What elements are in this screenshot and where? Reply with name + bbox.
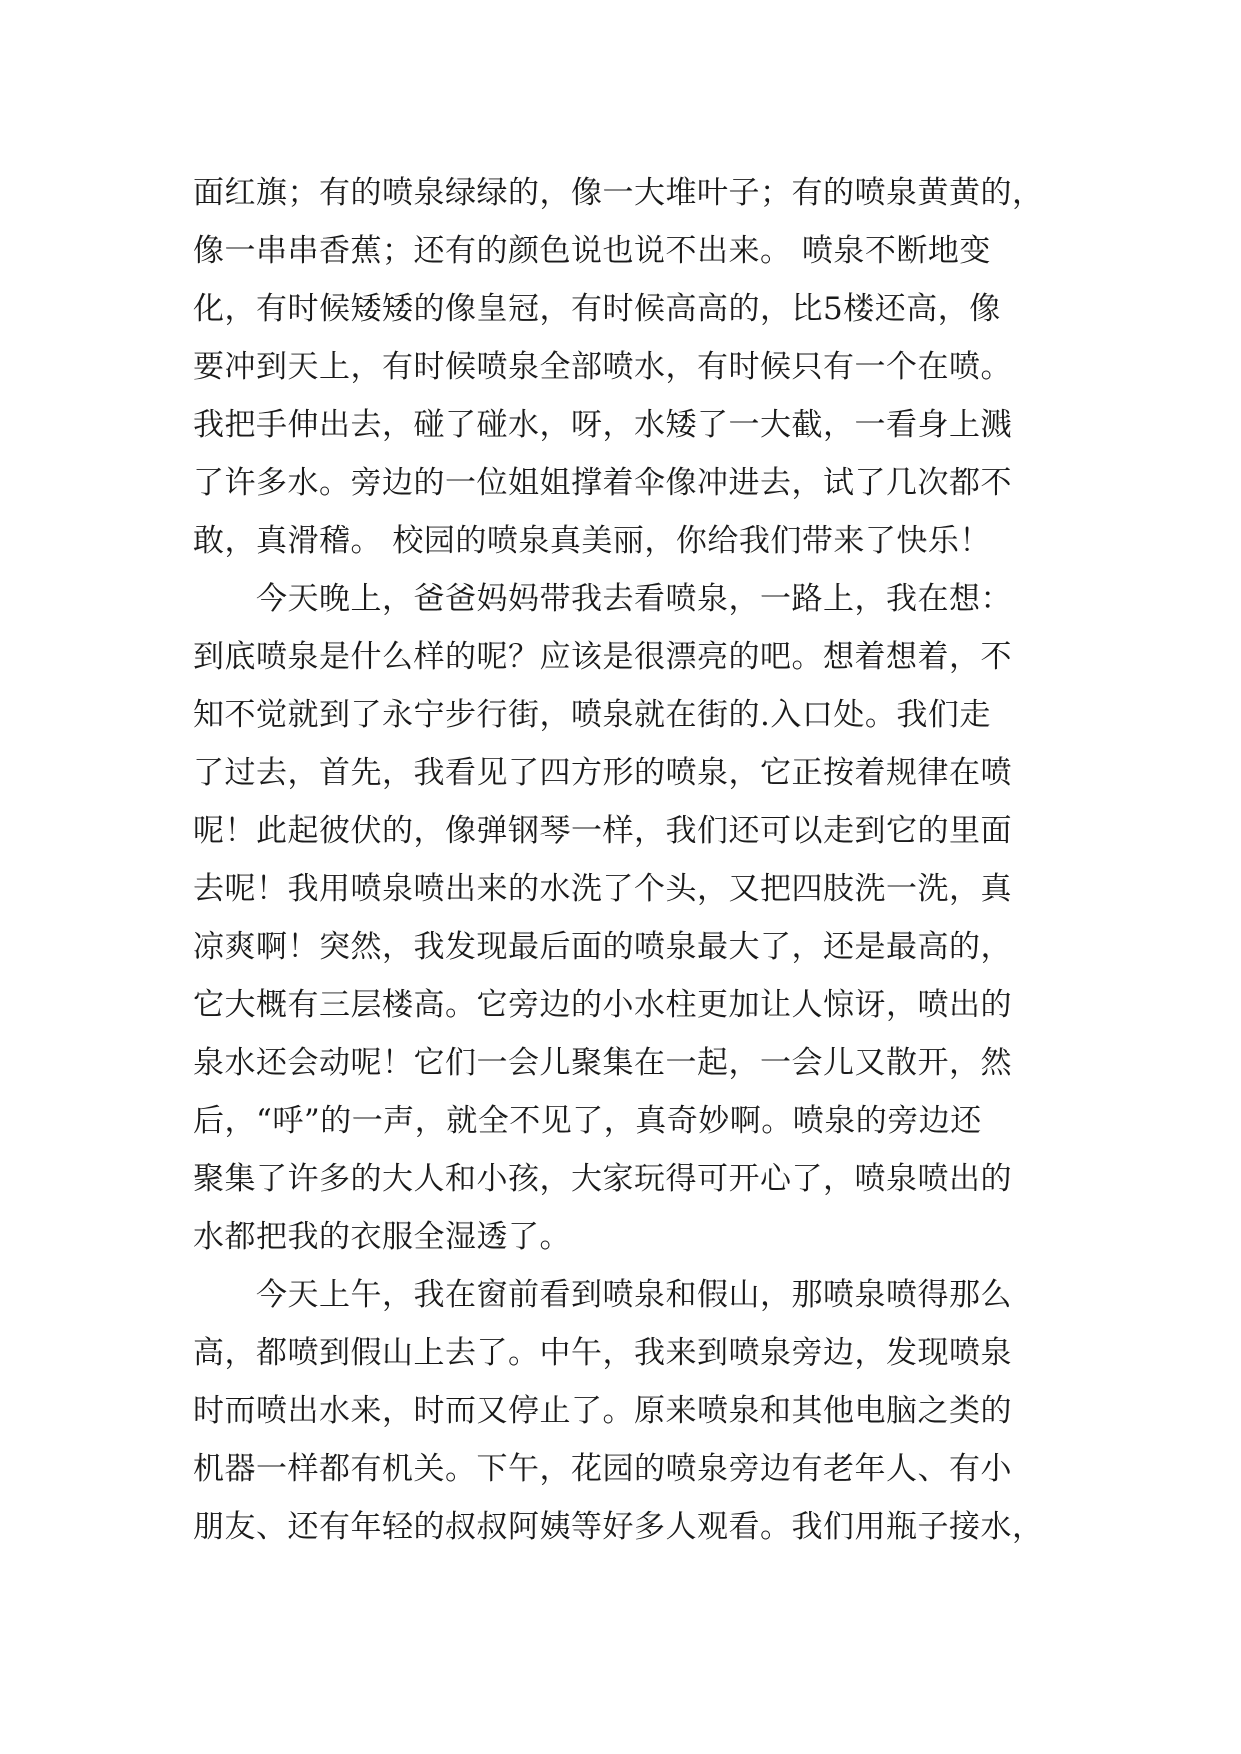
text-line: 了过去，首先，我看见了四方形的喷泉，它正按着规律在喷 bbox=[193, 755, 1012, 791]
text-line: 高，都喷到假山上去了。中午，我来到喷泉旁边，发现喷泉 bbox=[193, 1335, 1012, 1371]
text-line: 去呢！我用喷泉喷出来的水洗了个头，又把四肢洗一洗，真 bbox=[193, 871, 1012, 907]
text-line: 像一串串香蕉；还有的颜色说也说不出来。 喷泉不断地变 bbox=[193, 233, 991, 269]
text-line: 我把手伸出去，碰了碰水，呀，水矮了一大截，一看身上溅 bbox=[193, 407, 1012, 443]
paragraph-1 bbox=[193, 164, 1063, 570]
text-line: 机器一样都有机关。下午，花园的喷泉旁边有老年人、有小 bbox=[193, 1451, 1012, 1487]
text-line: 水都把我的衣服全湿透了。 bbox=[193, 1219, 571, 1255]
text-line: 泉水还会动呢！它们一会儿聚集在一起，一会儿又散开，然 bbox=[193, 1045, 1012, 1081]
paragraph-2 bbox=[193, 570, 1063, 1266]
document-body bbox=[193, 164, 1063, 1556]
text-line: 到底喷泉是什么样的呢？应该是很漂亮的吧。想着想着，不 bbox=[193, 639, 1012, 675]
text-line: 聚集了许多的大人和小孩，大家玩得可开心了，喷泉喷出的 bbox=[193, 1161, 1012, 1197]
text-line: 今天上午，我在窗前看到喷泉和假山，那喷泉喷得那么 bbox=[193, 1277, 1012, 1313]
text-line: 凉爽啊！突然，我发现最后面的喷泉最大了，还是最高的， bbox=[193, 929, 1012, 965]
paragraph-3 bbox=[193, 1266, 1063, 1556]
text-line: 它大概有三层楼高。它旁边的小水柱更加让人惊讶，喷出的 bbox=[193, 987, 1012, 1023]
text-line: 朋友、还有年轻的叔叔阿姨等好多人观看。我们用瓶子接水， bbox=[193, 1509, 1044, 1545]
text-line: 知不觉就到了永宁步行街，喷泉就在街的.入口处。我们走 bbox=[193, 697, 991, 733]
text-line: 今天晚上，爸爸妈妈带我去看喷泉，一路上，我在想： bbox=[193, 581, 1012, 617]
text-line: 呢！此起彼伏的，像弹钢琴一样，我们还可以走到它的里面 bbox=[193, 813, 1012, 849]
text-line: 敢，真滑稽。 校园的喷泉真美丽，你给我们带来了快乐！ bbox=[193, 523, 991, 559]
text-line: 面红旗；有的喷泉绿绿的，像一大堆叶子；有的喷泉黄黄的， bbox=[193, 175, 1044, 211]
text-line: 时而喷出水来，时而又停止了。原来喷泉和其他电脑之类的 bbox=[193, 1393, 1012, 1429]
text-line: 了许多水。旁边的一位姐姐撑着伞像冲进去，试了几次都不 bbox=[193, 465, 1012, 501]
text-line: 化，有时候矮矮的像皇冠，有时候高高的，比5楼还高，像 bbox=[193, 291, 1001, 327]
text-line: 要冲到天上，有时候喷泉全部喷水，有时候只有一个在喷。 bbox=[193, 349, 1012, 385]
text-line: 后，“呼”的一声，就全不见了，真奇妙啊。喷泉的旁边还 bbox=[193, 1103, 982, 1139]
